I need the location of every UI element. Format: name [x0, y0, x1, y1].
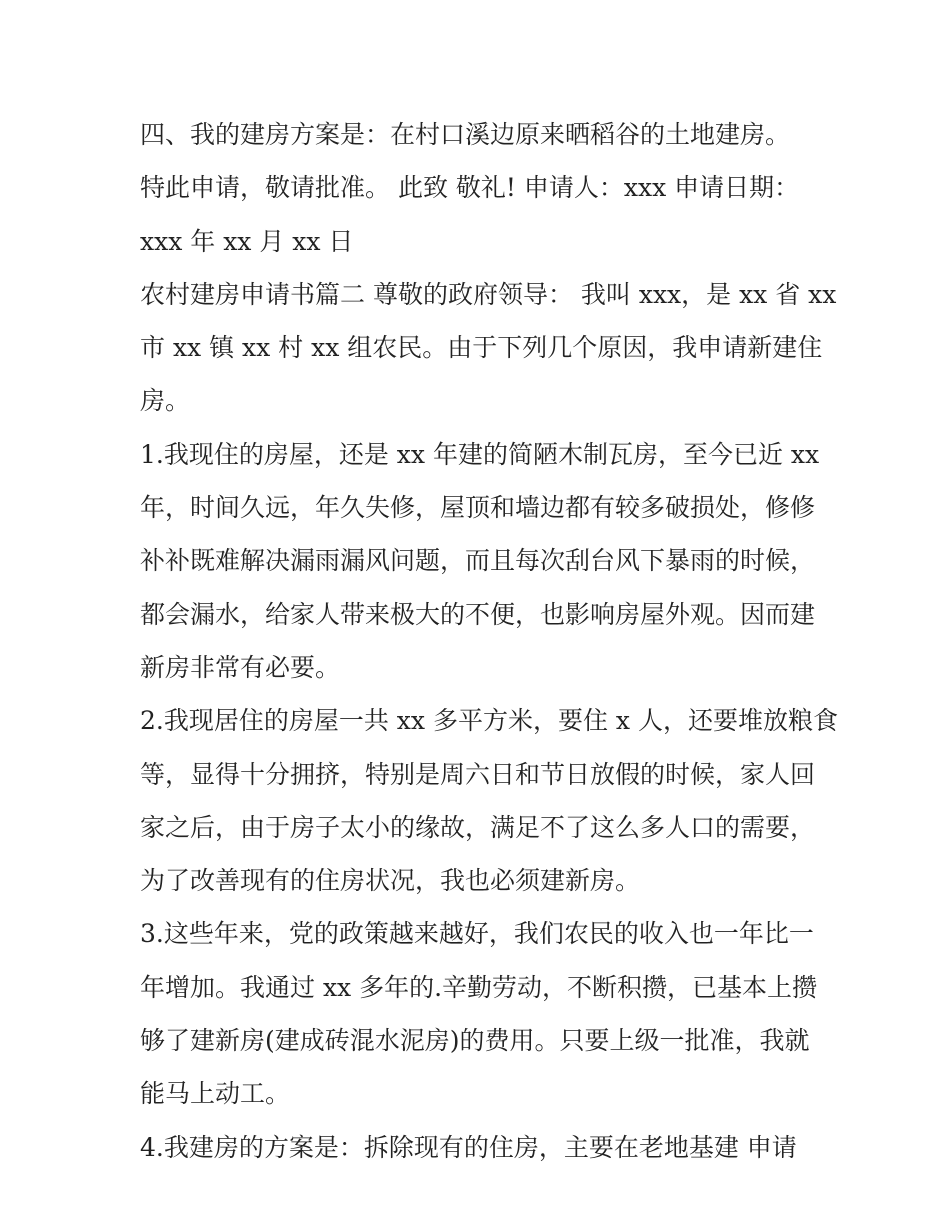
text-line: 农村建房申请书篇二 尊敬的政府领导： 我叫 xxx，是 xx 省 xx: [140, 279, 837, 309]
text-line: 四、我的建房方案是：在村口溪边原来晒稻谷的土地建房。: [140, 120, 791, 149]
text-line: 2.我现居住的房屋一共 xx 多平方米，要住 x 人，还要堆放粮食: [140, 706, 838, 736]
text-line: 家之后，由于房子太小的缘故，满足不了这么多人口的需要，: [140, 812, 816, 842]
text-line: xxx 年 xx 月 xx 日: [140, 226, 354, 256]
text-line: 1.我现住的房屋，还是 xx 年建的简陋木制瓦房，至今已近 xx: [140, 439, 820, 469]
text-line: 够了建新房(建成砖混水泥房)的费用。只要上级一批准，我就: [140, 1026, 810, 1056]
text-line: 3.这些年来，党的政策越来越好，我们农民的收入也一年比一: [140, 919, 814, 949]
text-line: 等，显得十分拥挤，特别是周六日和节日放假的时候，家人回: [140, 759, 816, 789]
text-line: 4.我建房的方案是：拆除现有的住房，主要在老地基建 申请: [140, 1132, 797, 1162]
text-line: 特此申请，敬请批准。 此致 敬礼! 申请人：xxx 申请日期：: [140, 173, 800, 203]
text-line: 市 xx 镇 xx 村 xx 组农民。由于下列几个原因，我申请新建住: [140, 333, 823, 363]
text-line: 房。: [140, 386, 191, 416]
text-line: 新房非常有必要。: [140, 652, 341, 682]
text-line: 年增加。我通过 xx 多年的.辛勤劳动，不断积攒，已基本上攒: [140, 972, 818, 1002]
text-line: 年，时间久远，年久失修，屋顶和墙边都有较多破损处，修修: [140, 493, 816, 523]
document-body: [140, 108, 840, 1174]
text-line: 都会漏水，给家人带来极大的不便，也影响房屋外观。因而建: [140, 599, 816, 629]
text-line: 补补既难解决漏雨漏风问题，而且每次刮台风下暴雨的时候，: [140, 546, 816, 576]
text-line: 能马上动工。: [140, 1079, 291, 1109]
text-line: 为了改善现有的住房状况，我也必须建新房。: [140, 866, 641, 896]
